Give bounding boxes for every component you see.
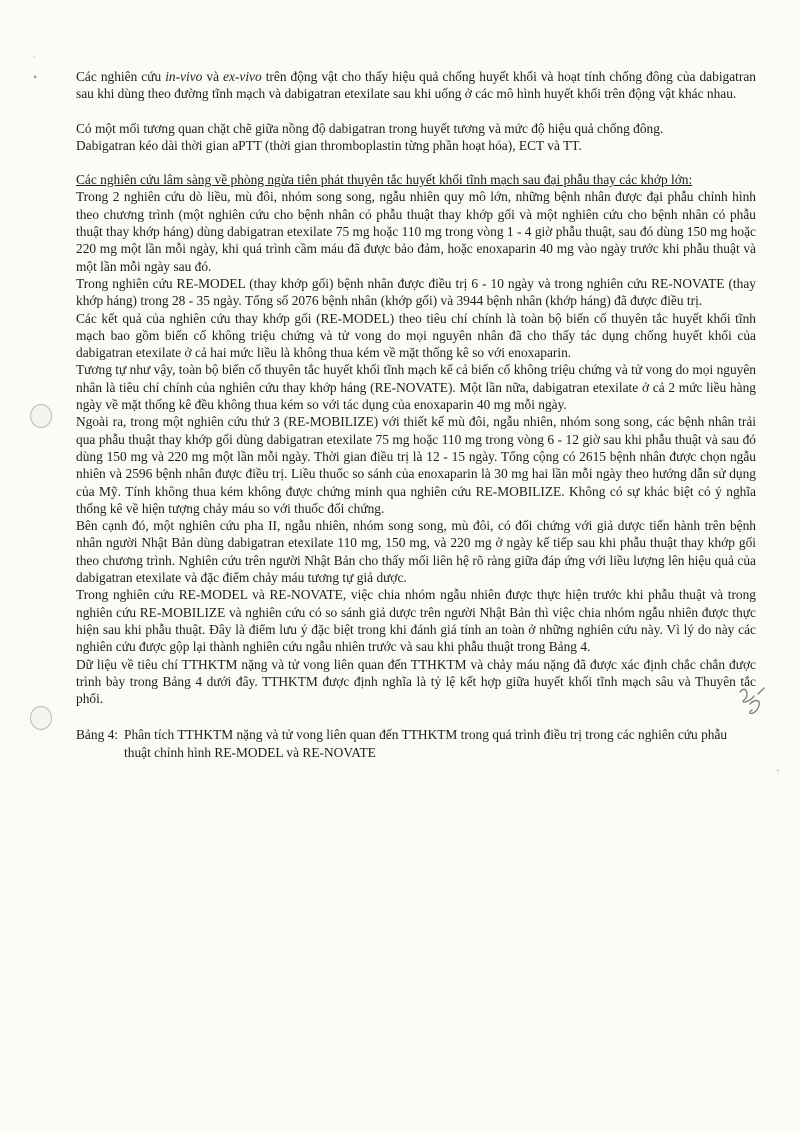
table-caption-label: Bảng 4:: [76, 727, 119, 743]
paragraph: Có một mối tương quan chặt chẽ giữa nồng độ dabigatran trong huyết tương và mức độ hiệu quả chống đông.: [76, 120, 664, 136]
scan-mark: ˌ: [32, 44, 36, 58]
italic-term: in-vivo: [165, 69, 203, 84]
paragraph: Dabigatran kéo dài thời gian aPTT (thời gian thromboplastin từng phần hoạt hóa), ECT và TT.: [76, 137, 582, 153]
table-caption: [76, 726, 756, 761]
paragraph-gap: [76, 154, 756, 171]
scan-mark: •: [33, 70, 38, 84]
paragraph: Ngoài ra, trong một nghiên cứu thứ 3 (RE-MOBILIZE) với thiết kế mù đôi, ngẫu nhiên, nhóm song song, các bệnh nhân trải qua phẫu thuật thay khớp gối dùng dabigatran etexilate 75 mg hoặc 110 mg trong vòng 6 - 12 giờ sau khi phẫu thuật và sau đó dùng 150 mg và 220 mg một lần mỗi ngày. Thời gian điều trị là 12 - 15 ngày. Tổng cộng có 2615 bệnh nhân được chọn ngẫu nhiên và 2596 bệnh nhân được điều trị. Liều thuốc so sánh của enoxaparin là 30 mg hai lần mỗi ngày theo hướng dẫn sử dụng của Mỹ. Tính không thua kém không được chứng minh qua nghiên cứu RE-MOBILIZE. Không có sự khác biệt có ý nghĩa thống kê về hiện tượng chảy máu so với thuốc đối chứng.: [76, 414, 756, 516]
text-run: và: [202, 69, 224, 84]
punch-hole-bottom: [30, 706, 52, 730]
paragraph: Trong nghiên cứu RE-MODEL (thay khớp gối) bệnh nhân được điều trị 6 - 10 ngày và trong nghiên cứu RE-NOVATE (thay khớp háng) trong 28 - 35 ngày. Tổng số 2076 bệnh nhân (khớp gối) và 3944 bệnh nhân (khớp háng) đã được điều trị.: [76, 275, 756, 309]
paragraph: [76, 68, 756, 103]
table-caption-text: Phân tích TTHKTM nặng và tử vong liên quan đến TTHKTM trong quá trình điều trị trong các nghiên cứu phẫu thuật chỉnh hình RE-MODEL và RE-NOVATE: [124, 727, 728, 760]
italic-term: ex-vivo: [223, 69, 262, 84]
text-run: trên động vật cho thấy hiệu quả chống huyết khối và hoạt tính chống đông của dabigatran sau khi dùng theo đường tĩnh mạch và dabigatran etexilate sau khi uống ở các mô hình huyết khối trên động vật khác nhau.: [76, 69, 756, 102]
paragraph: Trong nghiên cứu RE-MODEL và RE-NOVATE, việc chia nhóm ngẫu nhiên được thực hiện trước khi phẫu thuật và trong nghiên cứu RE-MOBILIZE và nghiên cứu có so sánh giả dược trên người Nhật Bản thì việc chia nhóm ngẫu nhiên được thực hiện sau khi phẫu thuật. Đây là điểm lưu ý đặc biệt trong khi đánh giá tính an toàn ở những nghiên cứu này. Vì lý do này các nghiên cứu được gộp lại thành nghiên cứu ngẫu nhiên trước và sau khi phẫu thuật trong Bảng 4.: [76, 587, 756, 655]
scan-mark: ˏ: [776, 758, 780, 772]
section-heading: Các nghiên cứu lâm sàng về phòng ngừa tiên phát thuyên tắc huyết khối tĩnh mạch sau đại phẫu thay các khớp lớn:: [76, 172, 693, 188]
text-run: Các nghiên cứu: [76, 69, 166, 84]
document-body: [76, 68, 756, 761]
paragraph-gap: [76, 103, 756, 120]
paragraph: Các kết quả của nghiên cứu thay khớp gối (RE-MODEL) theo tiêu chí chính là toàn bộ biến cố thuyên tắc huyết khối tĩnh mạch bao gồm biến cố không triệu chứng và tử vong do mọi nguyên nhân đã cho thấy tác dụng chống huyết khối của dabigatran etexilate ở cả hai mức liều là không thua kém về mặt thống kê so với enoxaparin.: [76, 310, 756, 361]
punch-hole-top: [30, 404, 52, 428]
paragraph: Tương tự như vậy, toàn bộ biến cố thuyên tắc huyết khối tĩnh mạch kể cả biến cố không triệu chứng và tử vong do mọi nguyên nhân là tiêu chí chính của nghiên cứu thay khớp háng (RE-NOVATE). Một lần nữa, dabigatran etexilate ở cả 2 mức liều hàng ngày về mặt thống kê đều không thua kém so với tác dụng của enoxaparin 40 mg mỗi ngày.: [76, 362, 756, 413]
paragraph: Bên cạnh đó, một nghiên cứu pha II, ngẫu nhiên, nhóm song song, mù đôi, có đối chứng với giả dược tiến hành trên bệnh nhân người Nhật Bản dùng dabigatran etexilate 110 mg, 150 mg, và 220 mg ở ngày kế tiếp sau khi phẫu thuật thay khớp gối theo chương trình. Nghiên cứu trên người Nhật Bản cho thấy mối liên hệ rõ ràng giữa đáp ứng với liều lượng lên hiệu quả của dabigatran etexilate và đặc điểm chảy máu tương tự giả dược.: [76, 518, 756, 586]
paragraph: Trong 2 nghiên cứu dò liều, mù đôi, nhóm song song, ngẫu nhiên quy mô lớn, những bệnh nhân được đại phẫu chỉnh hình theo chương trình (một nghiên cứu cho bệnh nhân có phẫu thuật thay khớp gối và một nghiên cứu cho bệnh nhân có phẫu thuật thay khớp háng) dùng dabigatran etexilate 75 mg hoặc 110 mg trong vòng 1 - 4 giờ phẫu thuật, sau đó dùng 150 mg hoặc 220 mg một lần mỗi ngày, khi quá trình cầm máu đã được bảo đảm, hoặc enoxaparin 40 mg vào ngày trước khi phẫu thuật và một lần mỗi ngày sau đó.: [76, 189, 756, 274]
paragraph: Dữ liệu về tiêu chí TTHKTM nặng và tử vong liên quan đến TTHKTM và chảy máu nặng đã được xác định chắc chắn được trình bày trong Bảng 4 dưới đây. TTHKTM được định nghĩa là tỷ lệ kết hợp giữa huyết khối tĩnh mạch sâu và Thuyên tắc phổi.: [76, 656, 756, 707]
